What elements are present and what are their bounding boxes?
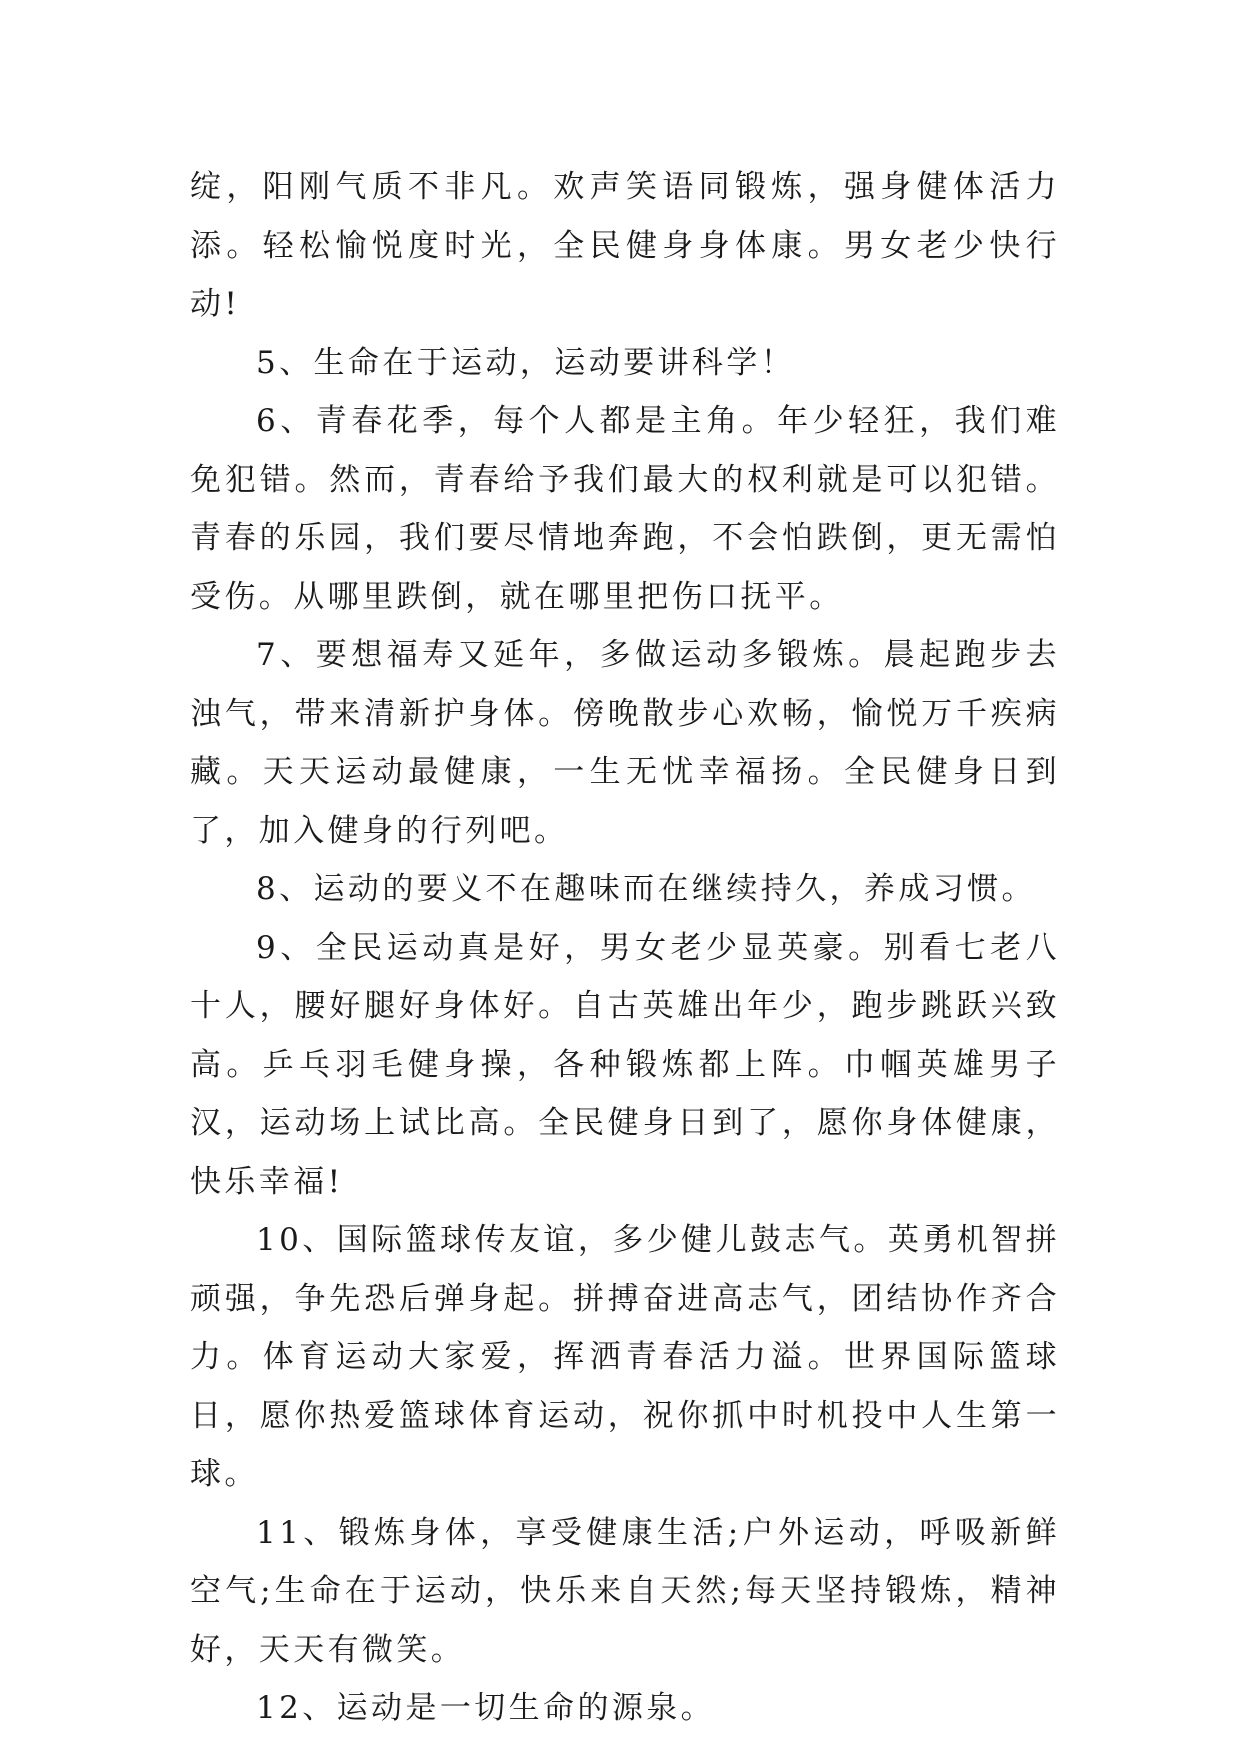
paragraph-continued: 绽，阳刚气质不非凡。欢声笑语同锻炼，强身健体活力添。轻松愉悦度时光，全民健身身体康。男女老少快行动! (190, 169, 1060, 322)
paragraph-item-6: 6、青春花季，每个人都是主角。年少轻狂，我们难免犯错。然而，青春给予我们最大的权利就是可以犯错。青春的乐园，我们要尽情地奔跑，不会怕跌倒，更无需怕受伤。从哪里跌倒，就在哪里把伤口抚平。 (190, 403, 1060, 615)
paragraph-item-11: 11、锻炼身体，享受健康生活;户外运动，呼吸新鲜空气;生命在于运动，快乐来自天然;每天坚持锻炼，精神好，天天有微笑。 (190, 1514, 1060, 1668)
document-body (190, 158, 1060, 1738)
paragraph-item-8: 8、运动的要义不在趣味而在继续持久，养成习惯。 (256, 871, 1036, 907)
paragraph-item-9: 9、全民运动真是好，男女老少显英豪。别看七老八十人，腰好腿好身体好。自古英雄出年少，跑步跳跃兴致高。乒乓羽毛健身操，各种锻炼都上阵。巾帼英雄男子汉，运动场上试比高。全民健身日到了，愿你身体健康，快乐幸福! (190, 929, 1060, 1200)
paragraph-item-10: 10、国际篮球传友谊，多少健儿鼓志气。英勇机智拼顽强，争先恐后弹身起。拼搏奋进高志气，团结协作齐合力。体育运动大家爱，挥洒青春活力溢。世界国际篮球日，愿你热爱篮球体育运动，祝你抓中时机投中人生第一球。 (190, 1222, 1060, 1492)
paragraph-item-12: 12、运动是一切生命的源泉。 (256, 1690, 716, 1726)
paragraph-item-7: 7、要想福寿又延年，多做运动多锻炼。晨起跑步去浊气，带来清新护身体。傍晚散步心欢畅，愉悦万千疾病藏。天天运动最健康，一生无忧幸福扬。全民健身日到了，加入健身的行列吧。 (190, 637, 1060, 849)
paragraph-item-5: 5、生命在于运动，运动要讲科学！ (256, 344, 796, 381)
